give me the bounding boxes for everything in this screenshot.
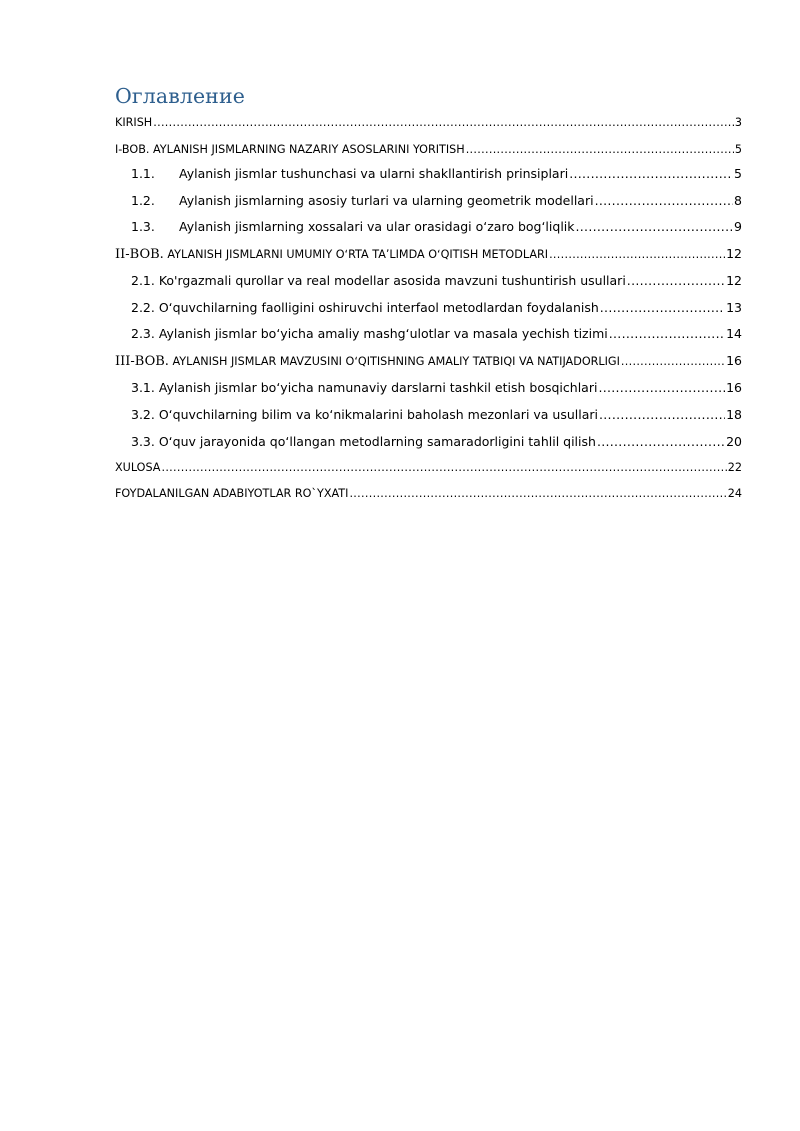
toc-leader-dots [598, 380, 725, 395]
toc-entry-label: 2.3. Aylanish jismlar boʻyicha amaliy mashgʻulotlar va masala yechish tizimi [131, 326, 608, 341]
toc-entry-page: 22 [727, 461, 742, 474]
toc-entry-page: 16 [726, 380, 742, 395]
toc-leader-dots [597, 434, 725, 449]
toc-leader-dots [595, 193, 733, 208]
toc-entry-page: 16 [726, 353, 742, 368]
toc-entry-chapter-2[interactable] [115, 246, 742, 262]
toc-leader-dots [549, 248, 725, 261]
toc-leader-dots [576, 219, 734, 234]
toc-entry-prefix: III-BOB. [115, 354, 169, 369]
toc-entry-section-3-2[interactable] [131, 407, 742, 422]
toc-leader-dots [466, 143, 734, 156]
toc-entry-label: 2.1. Ko'rgazmali qurollar va real modellar asosida mavzuni tushuntirish usullari [131, 273, 626, 288]
toc-entry-page: 12 [726, 246, 742, 261]
toc-leader-dots [600, 300, 725, 315]
toc-entry-page: 24 [727, 487, 742, 500]
toc-entry-label: FOYDALANILGAN ADABIYOTLAR RO`YXATI [115, 487, 349, 500]
toc-entry-label: 3.1. Aylanish jismlar boʻyicha namunaviy darslarni tashkil etish bosqichlari [131, 380, 598, 395]
toc-entry-references[interactable] [115, 487, 742, 500]
toc-entry-page: 8 [734, 193, 742, 208]
toc-entry-label: AYLANISH JISMLAR MAVZUSINI OʻQITISHNING AMALIY TATBIQI VA NATIJADORLIGI [168, 355, 620, 368]
toc-entry-page: 12 [726, 273, 742, 288]
toc-entry-section-1-1[interactable] [131, 166, 742, 181]
toc-leader-dots [153, 116, 734, 129]
toc-entry-page: 13 [726, 300, 742, 315]
toc-entry-label: Aylanish jismlar tushunchasi va ularni shakllantirish prinsiplari [179, 166, 569, 181]
toc-leader-dots [609, 326, 725, 341]
toc-entry-page: 5 [734, 143, 742, 156]
toc-leader-dots [349, 487, 726, 500]
toc-entry-section-1-2[interactable] [131, 193, 742, 208]
toc-entry-chapter-1[interactable] [115, 143, 742, 156]
toc-leader-dots [621, 355, 725, 368]
toc-entry-label: XULOSA [115, 461, 161, 474]
toc-leader-dots [627, 273, 725, 288]
toc-entry-number: 1.2. [131, 193, 155, 208]
toc-entry-section-2-2[interactable] [131, 300, 742, 315]
toc-entry-page: 14 [726, 326, 742, 341]
toc-entry-page: 3 [734, 116, 742, 129]
toc-entry-section-1-3[interactable] [131, 219, 742, 234]
toc-entry-page: 20 [726, 434, 742, 449]
toc-entry-section-2-3[interactable] [131, 326, 742, 341]
toc-entry-section-3-3[interactable] [131, 434, 742, 449]
toc-entry-section-2-1[interactable] [131, 273, 742, 288]
toc-entry-label: Aylanish jismlarning xossalari va ular orasidagi oʻzaro bogʻliqlik [179, 219, 575, 234]
toc-entry-chapter-3[interactable] [115, 353, 742, 369]
toc-entry-label: 3.2. Oʻquvchilarning bilim va koʻnikmalarini baholash mezonlari va usullari [131, 407, 598, 422]
toc-leader-dots [569, 166, 733, 181]
toc-entry-section-3-1[interactable] [131, 380, 742, 395]
toc-entry-number: 1.1. [131, 166, 155, 181]
toc-entry-kirish[interactable] [115, 116, 742, 129]
toc-entry-page: 9 [734, 219, 742, 234]
toc-entry-label: 2.2. Oʻquvchilarning faolligini oshiruvchi interfaol metodlardan foydalanish [131, 300, 599, 315]
toc-entry-xulosa[interactable] [115, 461, 742, 474]
toc-entry-prefix: II-BOB. [115, 247, 164, 262]
toc-entry-label: I-BOB. AYLANISH JISMLARNING NAZARIY ASOSLARINI YORITISH [115, 143, 465, 156]
toc-entry-number: 1.3. [131, 219, 155, 234]
toc-leader-dots [599, 407, 725, 422]
toc-entry-label: AYLANISH JISMLARNI UMUMIY OʻRTA TAʼLIMDA OʻQITISH METODLARI [163, 248, 549, 261]
toc-entry-label: 3.3. Oʻquv jarayonida qoʻllangan metodlarning samaradorligini tahlil qilish [131, 434, 596, 449]
toc-entry-page: 5 [734, 166, 742, 181]
toc-entry-label: Aylanish jismlarning asosiy turlari va ularning geometrik modellari [179, 193, 594, 208]
toc-entry-page: 18 [726, 407, 742, 422]
toc-heading: Оглавление [115, 84, 245, 108]
toc-entry-label: KIRISH [115, 116, 153, 129]
toc-leader-dots [161, 461, 726, 474]
